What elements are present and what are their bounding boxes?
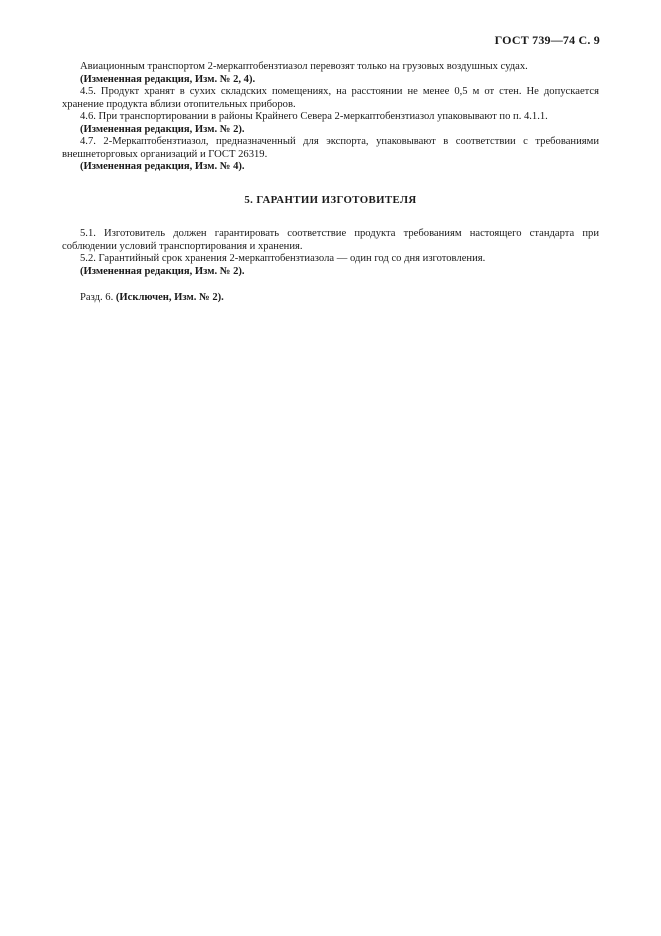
- amendment-note: (Измененная редакция, Изм. № 2).: [80, 265, 245, 277]
- amendment-note: (Измененная редакция, Изм. № 2, 4).: [80, 73, 256, 85]
- section-6-note: [62, 292, 599, 305]
- paragraph-4-7: 4.7. 2-Меркаптобензтиазол, предназначенный для экспорта, упаковывают в соответствии с требованиями внешнеторговых организаций и ГОСТ 26319.: [62, 136, 599, 160]
- document-body: [62, 61, 599, 305]
- section-6-excluded-note: (Исключен, Изм. № 2).: [115, 292, 224, 303]
- section-6-prefix: Разд. 6.: [80, 292, 114, 303]
- amendment-note: (Измененная редакция, Изм. № 4).: [80, 161, 245, 172]
- section-5-heading: 5. ГАРАНТИИ ИЗГОТОВИТЕЛЯ: [244, 193, 417, 206]
- page-header: ГОСТ 739—74 С. 9: [494, 33, 600, 47]
- paragraph-5-1: 5.1. Изготовитель должен гарантировать соответствие продукта требованиям настоящего стандарта при соблюдении условий транспортирования и хранения.: [62, 228, 599, 252]
- paragraph-4-6: 4.6. При транспортировании в районы Крайнего Севера 2-меркаптобензтиазол упаковывают по п. 4.1.1.: [80, 111, 548, 122]
- paragraph-4-5: 4.5. Продукт хранят в сухих складских помещениях, на расстоянии не менее 0,5 м от стен. Не допускается хранение продукта вблизи отопительных приборов.: [62, 86, 599, 110]
- amendment-note: (Измененная редакция, Изм. № 2).: [80, 123, 245, 135]
- paragraph-air-transport: Авиационным транспортом 2-меркаптобензтиазол перевозят только на грузовых воздушных судах.: [80, 61, 528, 72]
- paragraph-5-2: 5.2. Гарантийный срок хранения 2-меркаптобензтиазола — один год со дня изготовления.: [80, 253, 486, 264]
